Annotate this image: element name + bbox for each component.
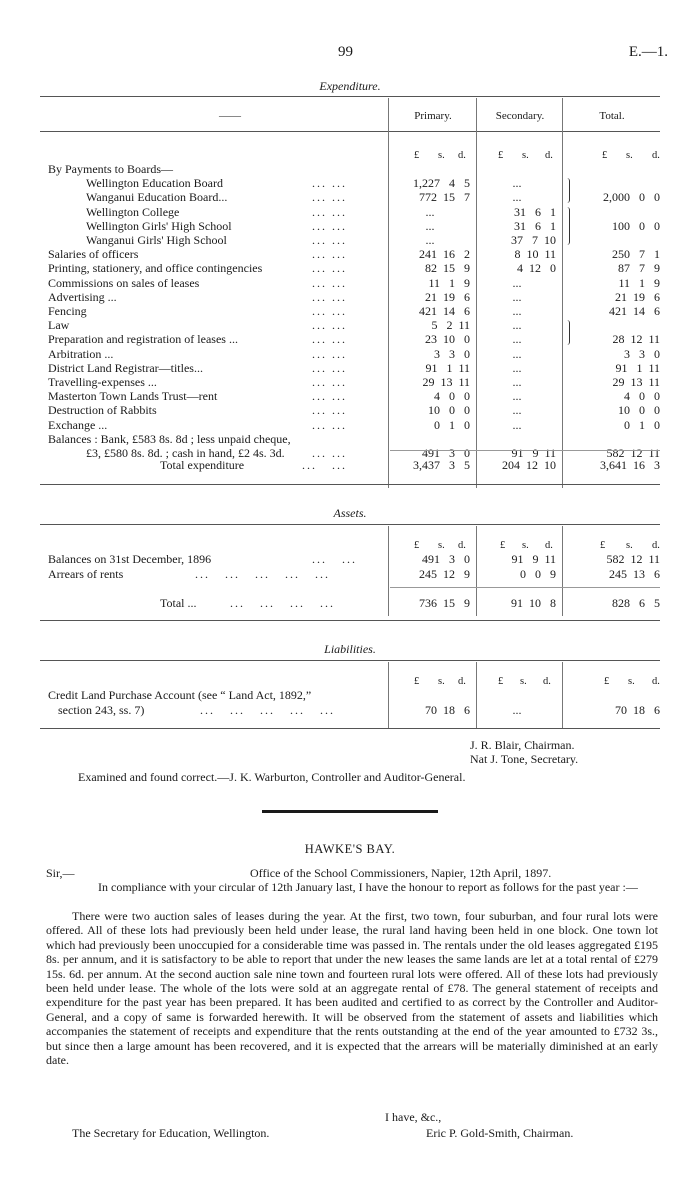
expenditure-row-secondary: ...: [512, 190, 522, 205]
total-expenditure-primary: 3,437 3 5: [413, 458, 470, 472]
expenditure-row-label: Printing, stationery, and office contingencies: [48, 261, 263, 276]
dots: ... ... ... ...: [230, 596, 335, 610]
column-divider: [388, 662, 389, 728]
expenditure-row-total: 3 3 0: [624, 346, 660, 361]
col-secondary: Secondary.: [495, 110, 545, 122]
dots: ... ...: [312, 389, 347, 404]
expenditure-row-total: 250 7 1: [612, 247, 660, 262]
expenditure-row-label: Destruction of Rabbits: [48, 403, 157, 418]
expenditure-row-primary: 1,227 4 5: [413, 176, 470, 191]
dots: ... ...: [312, 446, 347, 460]
dots: ... ...: [312, 552, 357, 566]
rule: [40, 131, 660, 132]
column-divider: [562, 662, 563, 728]
dots: ... ...: [312, 332, 347, 347]
expenditure-row-primary: 23 10 0: [425, 332, 470, 347]
expenditure-row-total: 421 14 6: [609, 304, 660, 318]
liabilities-title: Liabilities.: [324, 642, 376, 656]
expenditure-row-label: Wellington College: [86, 204, 180, 219]
expenditure-row-secondary: ...: [512, 176, 522, 191]
dots: ... ...: [312, 190, 347, 205]
expenditure-row-secondary: 91 9 11: [511, 446, 556, 460]
expenditure-row-primary: 421 14 6: [419, 304, 470, 318]
auditor-note: Examined and found correct.—J. K. Warburton, Controller and Auditor-General.: [78, 770, 466, 784]
expenditure-row-label: District Land Registrar—titles...: [48, 360, 203, 375]
expenditure-row-label: Travelling-expenses ...: [48, 375, 157, 389]
expenditure-row-label: Law: [48, 318, 70, 333]
dots: ... ...: [312, 318, 347, 333]
asset-secondary: 91 9 11: [511, 552, 556, 566]
chairman-signature: J. R. Blair, Chairman.: [470, 738, 575, 752]
letter-office: Office of the School Commissioners, Napier, 12th April, 1897.: [250, 866, 552, 880]
expenditure-row-primary: ...: [425, 218, 435, 233]
expenditure-row-label: Masterton Town Lands Trust—rent: [48, 389, 218, 404]
expenditure-row-total: 4 0 0: [624, 389, 660, 404]
expenditure-row-label: Wellington Girls' High School: [86, 218, 232, 233]
currency-pound: £: [602, 150, 608, 161]
dots: ... ...: [312, 247, 347, 262]
expenditure-row-label: Arbitration ...: [48, 346, 114, 361]
expenditure-row-total: 29 13 11: [612, 375, 660, 389]
column-divider: [562, 98, 563, 488]
rule: [40, 524, 660, 525]
expenditure-row-total: 582 12 11: [606, 446, 660, 460]
brace: [565, 207, 570, 246]
expenditure-row-primary: 241 16 2: [419, 247, 470, 262]
expenditure-row-secondary: ...: [512, 346, 522, 361]
currency-pence: d.: [458, 540, 466, 551]
dots: ... ...: [312, 375, 347, 389]
letter-addressee: The Secretary for Education, Wellington.: [72, 1126, 270, 1140]
rule: [40, 620, 660, 621]
dots: ... ... ... ... ...: [195, 567, 330, 581]
total-expenditure-total: 3,641 16 3: [600, 458, 660, 472]
currency-pence: d.: [458, 676, 466, 687]
expenditure-row-secondary: 8 10 11: [514, 247, 556, 262]
expenditure-row-total: 87 7 9: [618, 261, 660, 276]
secretary-signature: Nat J. Tone, Secretary.: [470, 752, 579, 766]
rule: [40, 660, 660, 661]
expenditure-row-primary: 772 15 7: [419, 190, 470, 205]
asset-secondary: 0 0 9: [520, 567, 556, 581]
expenditure-row-label: Salaries of officers: [48, 247, 139, 262]
expenditure-row-secondary: ...: [512, 375, 522, 389]
total-expenditure-secondary: 204 12 10: [502, 458, 556, 472]
expenditure-row-total: 11 1 9: [618, 275, 660, 290]
expenditure-title: Expenditure.: [319, 79, 381, 93]
expenditure-row-total: 91 1 11: [615, 360, 660, 375]
column-divider: [562, 526, 563, 616]
expenditure-row-primary: 0 1 0: [434, 417, 470, 432]
assets-total-primary: 736 15 9: [419, 596, 470, 610]
expenditure-row-primary: 29 13 11: [422, 375, 470, 389]
dots: ... ...: [312, 360, 347, 375]
expenditure-row-total: 21 19 6: [615, 289, 660, 304]
total-expenditure-label: Total expenditure: [160, 458, 245, 472]
liability-primary: 70 18 6: [425, 703, 470, 717]
page-number: 99: [338, 44, 353, 60]
dots: ... ...: [312, 304, 347, 318]
expenditure-row-secondary: 31 6 1: [514, 204, 556, 219]
brace: [565, 320, 570, 344]
expenditure-row-total: 10 0 0: [618, 403, 660, 418]
expenditure-row-secondary: ...: [512, 318, 522, 333]
expenditure-row-label: Balances : Bank, £583 8s. 8d ; less unpaid cheque,: [48, 431, 291, 446]
asset-label: Arrears of rents: [48, 567, 124, 581]
page-reference: E.—1.: [628, 44, 668, 60]
dots: ... ...: [312, 204, 347, 219]
section-divider: [262, 810, 438, 813]
expenditure-row-label: Exchange ...: [48, 417, 108, 432]
dots: ... ...: [312, 218, 347, 233]
currency-shilling: s.: [520, 676, 527, 687]
letter-paragraph-1: In compliance with your circular of 12th January last, I have the honour to report as follows for the past year :—: [98, 880, 638, 894]
rule: [40, 484, 660, 485]
column-divider: [476, 526, 477, 616]
currency-shilling: s.: [626, 150, 633, 161]
dots: ... ...: [312, 289, 347, 304]
dots: ... ...: [312, 403, 347, 418]
currency-pound: £: [414, 540, 420, 551]
letter-paragraph-2: There were two auction sales of leases during the year. At the first, two town, four suburban, and four rural lots were offered. All of these lots had previously been held under lease, the rural land having been held in one block. One town lot which had previously been unoccupied for a considerable time was passed in. The rentals under the old leases aggregated £195 8s. per annum, and it is satisfactory to be able to report that under the new leases the same lands are let at a total rental of £279 15s. 6d. per annum. At the second auction sale nine town and fourteen rural lots were offered. All of these lots had previously been held under lease. The whole of the lots were sold at an aggregate rental of £78. The general statement of receipts and expenditure for the past year has been prepared. It has been audited and certified to as correct by the Controller and Auditor-General, and a copy of same is forwarded herewith. It will be observed from the statement of assets and liabilities which accompanies the statement of receipts and expenditure that the rents outstanding at the end of the year amounted to £732 3s., but since then a large amount has been recovered, and it is expected that the arrears will be materially diminished at an early date.: [46, 909, 658, 1068]
currency-pound: £: [604, 676, 610, 687]
liability-total: 70 18 6: [615, 703, 660, 717]
column-divider: [476, 98, 477, 488]
currency-shilling: s.: [438, 540, 445, 551]
expenditure-row-primary: 4 0 0: [434, 389, 470, 404]
expenditure-row-label: Preparation and registration of leases ...: [48, 332, 238, 347]
currency-pound: £: [500, 540, 506, 551]
currency-pence: d.: [545, 150, 553, 161]
letter-closing: I have, &c.,: [385, 1110, 442, 1124]
currency-pound: £: [414, 150, 420, 161]
expenditure-row-primary: 491 3 0: [422, 446, 470, 460]
expenditure-row-secondary: ...: [512, 360, 522, 375]
assets-total-secondary: 91 10 8: [511, 596, 556, 610]
asset-total: 245 13 6: [609, 567, 660, 581]
rule: [40, 728, 660, 729]
currency-shilling: s.: [438, 150, 445, 161]
currency-pence: d.: [652, 676, 660, 687]
liability-secondary: ...: [512, 703, 522, 717]
expenditure-row-secondary: 31 6 1: [514, 218, 556, 233]
asset-primary: 245 12 9: [419, 567, 470, 581]
liability-label-line1: Credit Land Purchase Account (see “ Land Act, 1892,”: [48, 688, 312, 702]
dots: ... ...: [312, 275, 347, 290]
expenditure-row-secondary: 37 7 10: [511, 233, 556, 247]
expenditure-row-label: Fencing: [48, 304, 87, 318]
letter-heading: HAWKE'S BAY.: [304, 842, 396, 856]
expenditure-row-secondary: 4 12 0: [517, 261, 556, 276]
expenditure-row-primary: 3 3 0: [434, 346, 470, 361]
expenditure-row-label: Wellington Education Board: [86, 176, 224, 191]
dots: ... ...: [312, 176, 347, 191]
currency-shilling: s.: [522, 540, 529, 551]
rule: [390, 587, 660, 588]
currency-shilling: s.: [438, 676, 445, 687]
expenditure-row-label: Wanganui Education Board...: [86, 190, 228, 205]
expenditure-row-secondary: ...: [512, 389, 522, 404]
currency-shilling: s.: [628, 676, 635, 687]
asset-primary: 491 3 0: [422, 552, 470, 566]
expenditure-row-label: Commissions on sales of leases: [48, 275, 200, 290]
column-divider: [476, 662, 477, 728]
expenditure-row-label: Wanganui Girls' High School: [86, 233, 227, 247]
currency-pound: £: [498, 150, 504, 161]
expenditure-row-primary: 82 15 9: [425, 261, 470, 276]
expenditure-row-label: £3, £580 8s. 8d. ; cash in hand, £2 4s. 3d.: [86, 446, 285, 460]
expenditure-row-total: 28 12 11: [612, 332, 660, 347]
expenditure-row-secondary: ...: [512, 275, 522, 290]
expenditure-row-secondary: ...: [512, 304, 522, 318]
dots: ... ...: [302, 458, 347, 472]
expenditure-row-total: 0 1 0: [624, 417, 660, 432]
currency-shilling: s.: [522, 150, 529, 161]
asset-total: 582 12 11: [606, 552, 660, 566]
expenditure-row-total: 2,000 0 0: [603, 190, 660, 205]
dots: ... ...: [312, 417, 347, 432]
expenditure-row-primary: 10 0 0: [428, 403, 470, 418]
column-divider: [388, 526, 389, 616]
rule: [40, 96, 660, 97]
currency-pound: £: [600, 540, 606, 551]
letter-signature: Eric P. Gold-Smith, Chairman.: [426, 1126, 574, 1140]
head-dash: ——: [219, 110, 241, 122]
expenditure-row-primary: 91 1 11: [425, 360, 470, 375]
expenditure-row-label: By Payments to Boards—: [48, 162, 173, 176]
liability-label-line2: section 243, ss. 7): [58, 703, 145, 717]
letter-salutation: Sir,—: [46, 866, 75, 880]
currency-shilling: s.: [626, 540, 633, 551]
col-primary: Primary.: [414, 110, 452, 122]
expenditure-row-secondary: ...: [512, 332, 522, 347]
dots: ... ... ... ... ...: [200, 703, 335, 717]
brace: [565, 178, 570, 202]
col-total: Total.: [599, 110, 625, 122]
asset-label: Balances on 31st December, 1896: [48, 552, 212, 566]
expenditure-row-secondary: ...: [512, 289, 522, 304]
expenditure-row-primary: 21 19 6: [425, 289, 470, 304]
expenditure-row-secondary: ...: [512, 417, 522, 432]
currency-pence: d.: [458, 150, 466, 161]
expenditure-row-primary: ...: [425, 204, 435, 219]
expenditure-row-primary: 11 1 9: [428, 275, 470, 290]
assets-title: Assets.: [333, 506, 367, 520]
rule: [390, 450, 660, 451]
assets-total-total: 828 6 5: [612, 596, 660, 610]
dots: ... ...: [312, 346, 347, 361]
column-divider: [388, 98, 389, 488]
assets-total-label: Total ...: [160, 596, 197, 610]
currency-pence: d.: [652, 150, 660, 161]
currency-pence: d.: [545, 540, 553, 551]
expenditure-row-primary: ...: [425, 233, 435, 247]
currency-pound: £: [498, 676, 504, 687]
currency-pound: £: [414, 676, 420, 687]
expenditure-row-label: Advertising ...: [48, 289, 117, 304]
expenditure-row-secondary: ...: [512, 403, 522, 418]
expenditure-row-total: 100 0 0: [612, 218, 660, 233]
expenditure-row-primary: 5 2 11: [431, 318, 470, 333]
currency-pence: d.: [652, 540, 660, 551]
dots: ... ...: [312, 261, 347, 276]
currency-pence: d.: [543, 676, 551, 687]
dots: ... ...: [312, 233, 347, 247]
